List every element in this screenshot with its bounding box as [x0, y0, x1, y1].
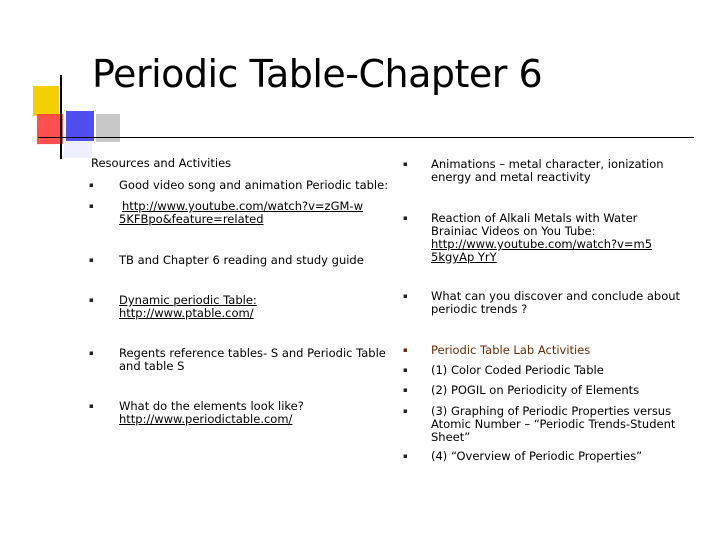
list-item — [119, 400, 395, 426]
bullet-icon: ▪ — [89, 402, 94, 410]
list-item-text: Regents reference tables- S and Periodic Table and table S — [119, 346, 386, 373]
bullet-icon: ▪ — [89, 349, 94, 357]
decor-vertical-line — [60, 75, 62, 159]
bullet-icon: ▪ — [403, 214, 408, 222]
bullet-icon: ▪ — [403, 386, 408, 394]
bullet-icon: ▪ — [89, 296, 94, 304]
list-item-text: Reaction of Alkali Metals with Water Brainiac Videos on You Tube: — [431, 211, 638, 238]
bullet-icon: ▪ — [403, 346, 408, 354]
list-item — [431, 344, 703, 357]
list-item-text: TB and Chapter 6 reading and study guide — [119, 253, 364, 267]
list-item — [431, 450, 703, 463]
lab-activities-heading: Periodic Table Lab Activities — [431, 343, 591, 357]
ptable-link[interactable]: http://www.ptable.com/ — [119, 306, 254, 320]
list-item-text: (2) POGIL on Periodicity of Elements — [431, 383, 640, 397]
bullet-icon: ▪ — [403, 407, 408, 415]
list-item-text: (4) “Overview of Periodic Properties” — [431, 449, 643, 463]
list-item — [431, 364, 703, 377]
bullet-icon: ▪ — [403, 366, 408, 374]
list-item — [119, 179, 395, 192]
list-item-text: Animations – metal character, ionization energy and metal reactivity — [431, 157, 664, 184]
list-item-text: (1) Color Coded Periodic Table — [431, 363, 604, 377]
slide-title: Periodic Table-Chapter 6 — [92, 52, 543, 96]
decor-block-yellow — [33, 86, 59, 116]
periodictable-link[interactable]: http://www.periodictable.com/ — [119, 412, 293, 426]
bullet-icon: ▪ — [89, 202, 94, 210]
title-underline — [38, 137, 694, 138]
bullet-icon: ▪ — [403, 292, 408, 300]
list-item-text: What do the elements look like? — [119, 399, 304, 413]
list-item — [119, 347, 391, 373]
youtube-video-link[interactable]: http://www.youtube.com/watch?v=zGM-w5KFBpo&feature=related — [119, 199, 363, 226]
bullet-icon: ▪ — [89, 256, 94, 264]
brainiac-video-link[interactable]: http://www.youtube.com/watch?v=m55kgyAp YrY — [431, 237, 653, 264]
list-item — [431, 384, 703, 397]
bullet-icon: ▪ — [89, 181, 94, 189]
list-item — [119, 294, 395, 320]
list-item-text: (3) Graphing of Periodic Properties versus Atomic Number – “Periodic Trends-Student Sheet” — [431, 404, 676, 444]
bullet-icon: ▪ — [403, 160, 408, 168]
resources-heading: Resources and Activities — [91, 156, 232, 170]
list-item — [431, 290, 693, 316]
list-item — [431, 212, 659, 264]
list-item-text: Dynamic periodic Table: — [119, 293, 257, 307]
bullet-icon: ▪ — [403, 452, 408, 460]
list-item-text: What can you discover and conclude about periodic trends ? — [431, 289, 681, 316]
list-item — [431, 405, 681, 444]
list-item-text: Good video song and animation Periodic table: — [119, 178, 389, 192]
list-item — [119, 254, 395, 267]
list-item — [119, 200, 369, 226]
list-item — [431, 158, 671, 184]
